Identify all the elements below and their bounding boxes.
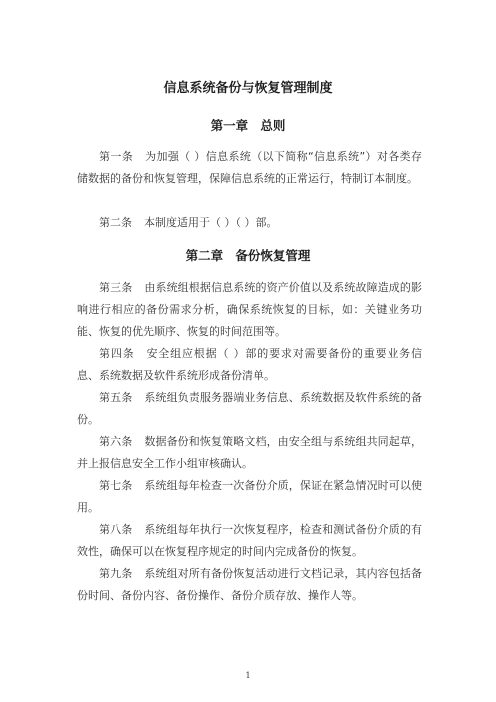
article-number: 第三条 — [99, 281, 133, 294]
article-number: 第四条 — [99, 347, 135, 360]
article-text: 系统组对所有备份恢复活动进行文档记录，其内容包括备份时间、备份内容、备份操作、备份介质存放、操作人等。 — [77, 567, 423, 602]
article-number: 第五条 — [99, 391, 133, 404]
chapter-heading-2: 第二章 备份恢复管理 — [185, 248, 311, 263]
article-5 — [77, 387, 422, 431]
article-1 — [77, 146, 422, 190]
article-number: 第一条 — [99, 150, 134, 163]
article-number: 第九条 — [99, 567, 133, 580]
article-text: 系统组每年执行一次恢复程序，检查和测试备份介质的有效性，确保可以在恢复程序规定的时间内完成备份的恢复。 — [77, 523, 423, 558]
article-number: 第八条 — [99, 523, 133, 536]
page-number: 1 — [245, 671, 251, 680]
article-6 — [77, 431, 422, 475]
article-number: 第二条 — [99, 216, 132, 229]
article-3 — [77, 277, 422, 343]
article-text: 系统组每年检查一次备份介质，保证在紧急情况时可以使用。 — [77, 479, 423, 514]
article-7 — [77, 475, 422, 519]
article-9 — [77, 563, 422, 607]
article-text: 为加强（ ）信息系统（以下简称“信息系统”）对各类存储数据的备份和恢复管理，保障信息系统的正常运行，特制订本制度。 — [77, 150, 422, 185]
article-text: 由系统组根据信息系统的资产价值以及系统故障造成的影响进行相应的备份需求分析，确保系统恢复的目标，如：关键业务功能、恢复的优先顺序、恢复的时间范围等。 — [77, 281, 423, 338]
document-title: 信息系统备份与恢复管理制度 — [163, 81, 333, 96]
article-text: 系统组负责服务器端业务信息、系统数据及软件系统的备份。 — [77, 391, 423, 426]
article-4 — [77, 343, 422, 387]
article-number: 第七条 — [99, 479, 133, 492]
article-number: 第六条 — [99, 435, 133, 448]
article-text: 本制度适用于（ ）（ ）部。 — [144, 216, 278, 229]
article-text: 安全组应根据（ ）部的要求对需要备份的重要业务信息、系统数据及软件系统形成备份清单。 — [77, 347, 422, 382]
article-text: 数据备份和恢复策略文档，由安全组与系统组共同起草，并上报信息安全工作小组审核确认。 — [77, 435, 423, 470]
article-8 — [77, 519, 422, 563]
chapter-heading-1: 第一章 总则 — [210, 118, 286, 133]
article-2 — [77, 212, 422, 234]
